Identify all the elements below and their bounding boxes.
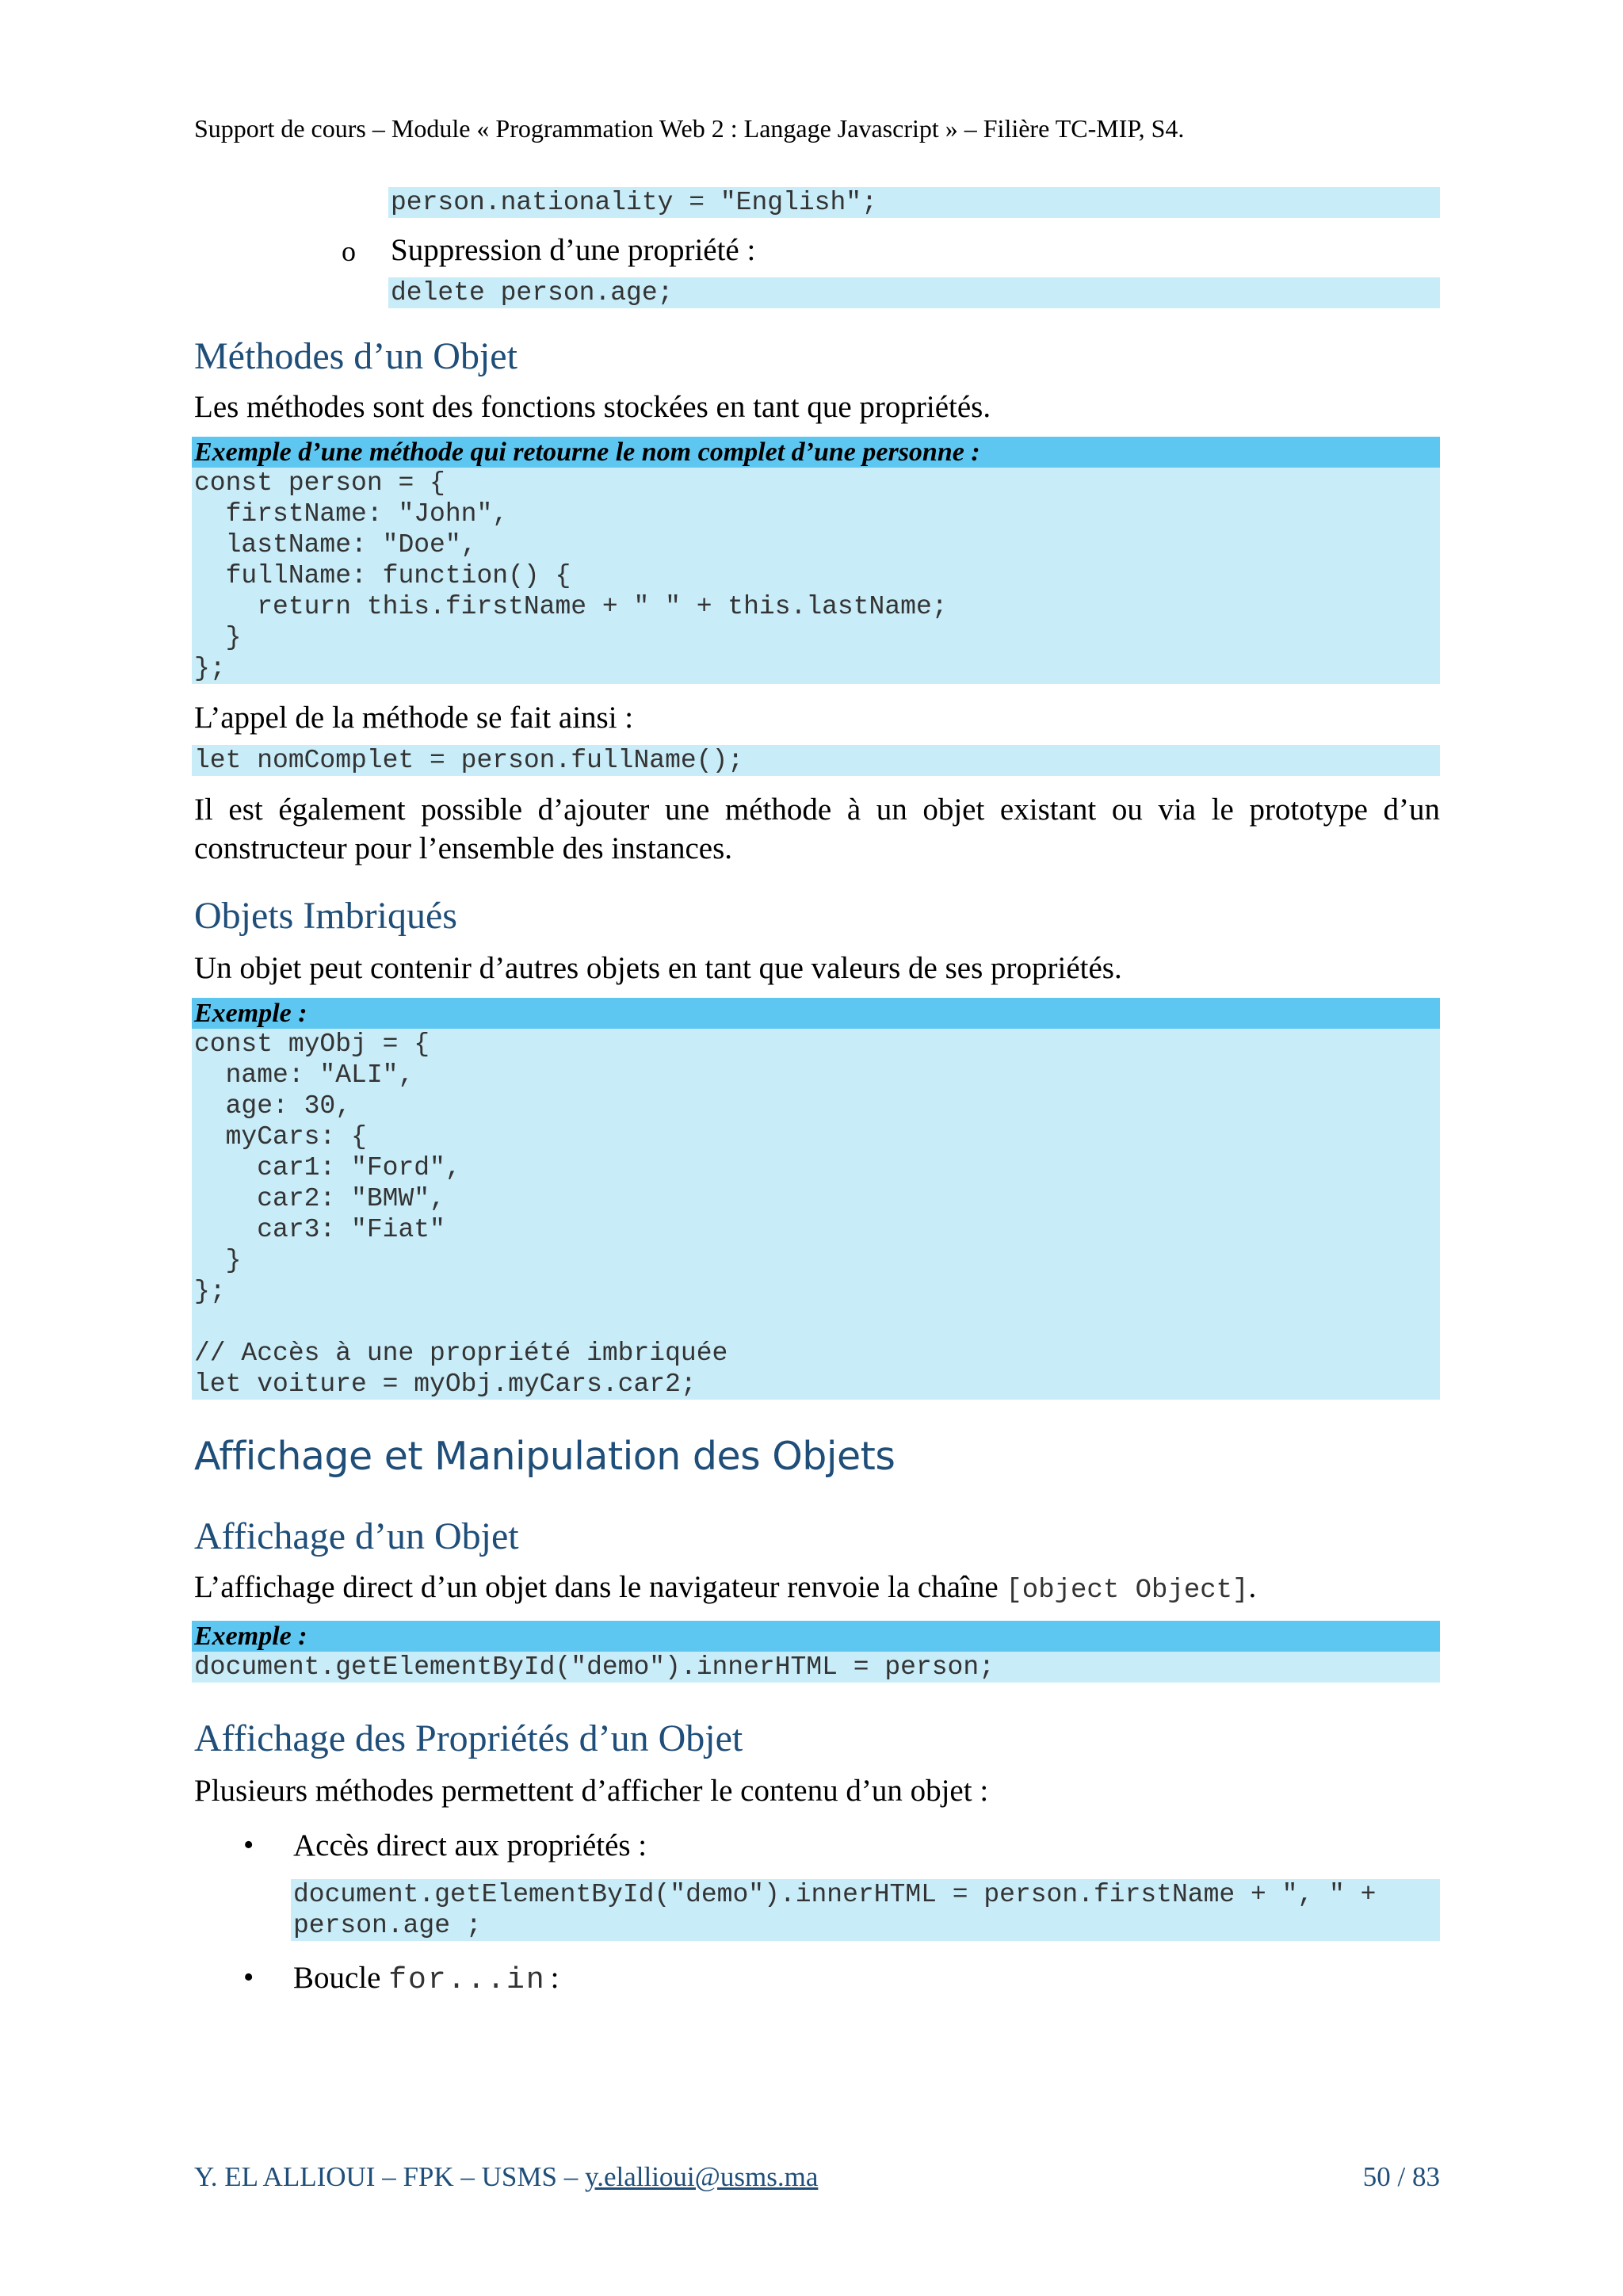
circle-bullet-icon: o [342,235,356,267]
example-code [192,468,1440,684]
method-call-label: L’appel de la méthode se fait ainsi : [194,701,634,735]
display-object-example-block [192,1621,1440,1683]
section-heading-nested: Objets Imbriqués [194,895,457,937]
intro-text: L’affichage direct d’un objet dans le navigateur renvoie la chaîne [194,1570,1006,1604]
subsection-heading-display-object: Affichage d’un Objet [194,1515,519,1557]
display-props-intro: Plusieurs méthodes permettent d’afficher le contenu d’un objet : [194,1774,989,1808]
code-text: document.getElementById("demo").innerHTML = person; [194,1652,995,1682]
page-content [194,187,1440,1997]
bullet-icon: • [243,1828,254,1862]
example-code [192,1652,1440,1683]
method-call-code-block [192,745,1440,776]
page-header: Support de cours – Module « Programmation Web 2 : Langage Javascript » – Filière TC-MIP, S4. [194,114,1185,143]
list-item-label [293,1958,559,2000]
code-line: person.nationality = "English"; [391,188,877,217]
example-title: Exemple : [192,998,1440,1029]
bullet-icon: • [243,1961,254,1994]
example-title: Exemple : [192,1621,1440,1652]
page-number: 50 / 83 [1362,2161,1440,2192]
label-text: Boucle [293,1961,389,1995]
list-item-direct-access [194,1826,1440,1865]
delete-code-block [388,277,1440,308]
code-text: const person = { firstName: "John", lastName: "Doe", fullName: function() { return this.firstName + " " + this.lastName; } }; [194,468,948,683]
label-colon: : [550,1961,559,1995]
subsection-heading-display-props: Affichage des Propriétés d’un Objet [194,1717,743,1759]
section-heading-methods: Méthodes d’un Objet [194,335,517,377]
code-line: delete person.age; [391,278,674,308]
section-heading-display: Affichage et Manipulation des Objets [194,1434,896,1479]
inline-code: [object Object] [1006,1576,1249,1606]
code-text: const myObj = { name: "ALI", age: 30, myCars: { car1: "Ford", car2: "BMW", car3: "Fiat" } }; // Accès à une propriété imbriquée let voiture = myObj.myCars.car2; [194,1030,728,1399]
nationality-code-block [388,187,1440,218]
sub-list-item-delete [194,231,1440,269]
list-item-for-in [194,1958,1440,1997]
email-link[interactable]: y.elallioui@usms.ma [584,2161,819,2192]
sub-item-label: Suppression d’une propriété : [391,233,756,267]
example-code [192,1029,1440,1400]
nested-example-block [192,998,1440,1400]
intro-end: . [1248,1570,1257,1604]
footer-author [194,2160,818,2195]
methods-intro: Les méthodes sont des fonctions stockées en tant que propriétés. [194,390,991,424]
code-text: document.getElementById("demo").innerHTML = person.firstName + ", " + person.age ; [293,1880,1377,1940]
code-line: let nomComplet = person.fullName(); [194,746,744,775]
example-title: Exemple d’une méthode qui retourne le nom complet d’une personne : [192,437,1440,468]
display-object-intro [194,1568,1440,1610]
direct-access-code-block [291,1879,1440,1941]
nested-intro: Un objet peut contenir d’autres objets en tant que valeurs de ses propriétés. [194,951,1122,985]
list-item-label: Accès direct aux propriétés : [293,1828,647,1862]
methods-note: Il est également possible d’ajouter une méthode à un objet existant ou via le prototype d’un constructeur pour l’ensemble des instances. [194,793,1440,865]
inline-code: for...in [388,1963,546,1997]
methods-example-block [192,437,1440,684]
author-text: Y. EL ALLIOUI – FPK – USMS – [194,2161,585,2192]
